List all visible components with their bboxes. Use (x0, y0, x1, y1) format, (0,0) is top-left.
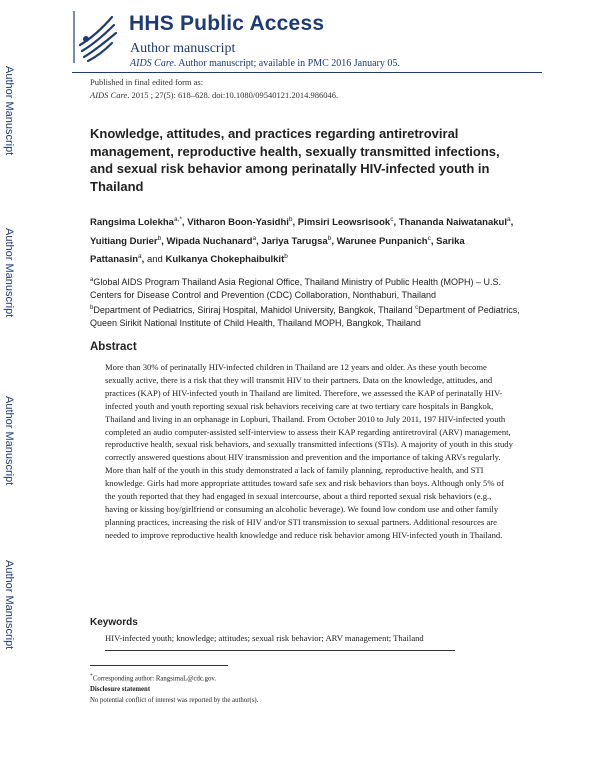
availability-text: . Author manuscript; available in PMC 2016 January 05. (173, 58, 400, 69)
citation-details: . 2015 ; 27(5): 618–628. doi:10.1080/09540121.2014.986046. (127, 90, 339, 100)
keywords-text: HIV-infected youth; knowledge; attitudes; sexual risk behavior; ARV management; Thailand (105, 633, 424, 643)
author-name: Thananda Naiwatanakul (398, 217, 507, 229)
corresponding-author-note (90, 673, 216, 682)
disclosure-text: No potential conflict of interest was reported by the author(s). (90, 697, 259, 704)
pmc-availability-line (130, 58, 400, 69)
corresponding-mark: * (90, 673, 93, 679)
author-name: Jariya Tarugsa (261, 235, 328, 247)
author-manuscript-label: Author manuscript (130, 41, 236, 56)
journal-name: AIDS Care (130, 58, 174, 69)
author-list: Rangsima Lolekha$^{a,*}$, Vitharon Boon-Yasidhi$^b$, Pimsiri Leowsrisook$^c$, Thananda Naiwatanakul$^a$, Yuitiang Durier$^b$, Wipada Nuchanard$^a$, Jariya Tarugsa$^b$, Warunee Punpanich$^c$, Sarika Pattanasin$^a$, and Kulkanya Chokephaibulkit$^b$ (90, 216, 514, 266)
author-affiliation-mark: c (390, 216, 394, 223)
side-label-4: Author Manuscript (3, 560, 15, 650)
affiliation-mark: c (415, 305, 419, 311)
disclosure-heading: Disclosure statement (90, 686, 151, 693)
author-affiliation-mark: a,* (173, 216, 182, 223)
author-affiliation-mark: b (288, 216, 293, 223)
hhs-eagle-logo (72, 9, 120, 65)
author-affiliation-mark: b (327, 234, 332, 242)
affiliation-text: Department of Pediatrics, Siriraj Hospital, Mahidol University, Bangkok, Thailand (93, 305, 413, 315)
author-name: Rangsima Lolekha (90, 217, 174, 229)
author-affiliation-mark: a (506, 216, 511, 223)
abstract-text: More than 30% of perinatally HIV-infected children in Thailand are 12 years and older. As these youth become sexually active, there is a risk that they will transmit HIV to their partners. Data on the knowledge, attitudes, and practices (KAP) of HIV-infected youth in Thailand are limited. Therefore, we assessed the KAP of perinatally HIV-infected youth and youth reporting sexual risk behaviors receiving care at two tertiary care hospitals in Bangkok, Thailand and living in an orphanage in Lopburi, Thailand. From October 2010 to July 2011, 197 HIV-infected youth completed an audio computer-assisted self-interview to assess their KAP regarding antiretroviral (ARV) management, reproductive health, sexual risk behaviors, and sexually transmitted infections (STIs). A majority of youth in this study correctly answered questions about HIV transmission and prevention and the importance of taking ARVs regularly. More than half of the youth in this study demonstrated a lack of family planning, reproductive health, and STI knowledge. Girls had more appropriate attitudes toward safe sex and risk behaviors than boys. Although only 5% of the youth reported that they had engaged in sexual intercourse, about a third reported sexual risk behaviors (e.g., having or kissing boy/girlfriend or consuming an alcoholic beverage). We found low condom use and other family planning practices, increasing the risk of HIV and/or STI transmission to sexual partners. Additional resources are needed to improve reproductive health knowledge and reduce risk behavior among HIV-infected youth in Thailand. (105, 362, 513, 540)
author-affiliation-mark: c (427, 234, 431, 242)
affiliation-mark: b (90, 305, 94, 311)
affiliation-text: Department of Pediatrics, Queen Sirikit National Institute of Child Health, Thailand MOPH, Bangkok, Thailand (90, 305, 520, 328)
citation-line (90, 90, 338, 100)
author-name: Pimsiri Leowsrisook (297, 217, 391, 229)
author-and: and (146, 254, 166, 266)
author-name: Warunee Punpanich (336, 235, 428, 247)
affiliation-mark: a (90, 277, 94, 283)
author-affiliation-mark: a (252, 234, 257, 242)
side-watermark (0, 0, 22, 776)
keywords-heading: Keywords (90, 617, 138, 628)
author-name: Yuitiang Durier (90, 235, 158, 247)
article-title: Knowledge, attitudes, and practices regarding antiretroviral management, reproductive health, sexually transmitted infections, and sexual risk behavior among perinatally HIV-infected youth in Thailand (90, 126, 500, 194)
author-affiliation-mark: b (157, 234, 162, 242)
abstract-heading: Abstract (90, 341, 137, 353)
author-name: Wipada Nuchanard (166, 235, 253, 247)
hhs-public-access-title: HHS Public Access (129, 12, 325, 35)
author-affiliation-mark: b (284, 253, 288, 261)
side-label-3: Author Manuscript (3, 396, 15, 486)
header-divider (72, 72, 542, 73)
author-name: Vitharon Boon-Yasidhi (187, 217, 289, 229)
affiliation-text: Global AIDS Program Thailand Asia Regional Office, Thailand Ministry of Public Health (MOPH) – U.S. Centers for Disease Control and Prevention (CDC) Collaboration, Nonthaburi, Thailand (90, 277, 502, 300)
author-name: Kulkanya Chokephaibulkit (165, 254, 285, 266)
keywords-divider (105, 650, 455, 651)
footnote-divider (90, 665, 228, 666)
side-label-2: Author Manuscript (3, 228, 15, 318)
citation-journal: AIDS Care (90, 90, 128, 100)
author-affiliation-mark: a (138, 253, 142, 261)
corresponding-text: Corresponding author: RangsimaL@cdc.gov. (92, 675, 217, 683)
affiliations (90, 274, 520, 330)
side-label-1: Author Manuscript (3, 66, 15, 156)
published-in-label: Published in final edited form as: (90, 77, 204, 87)
author-name: Sarika Pattanasin (90, 235, 465, 266)
